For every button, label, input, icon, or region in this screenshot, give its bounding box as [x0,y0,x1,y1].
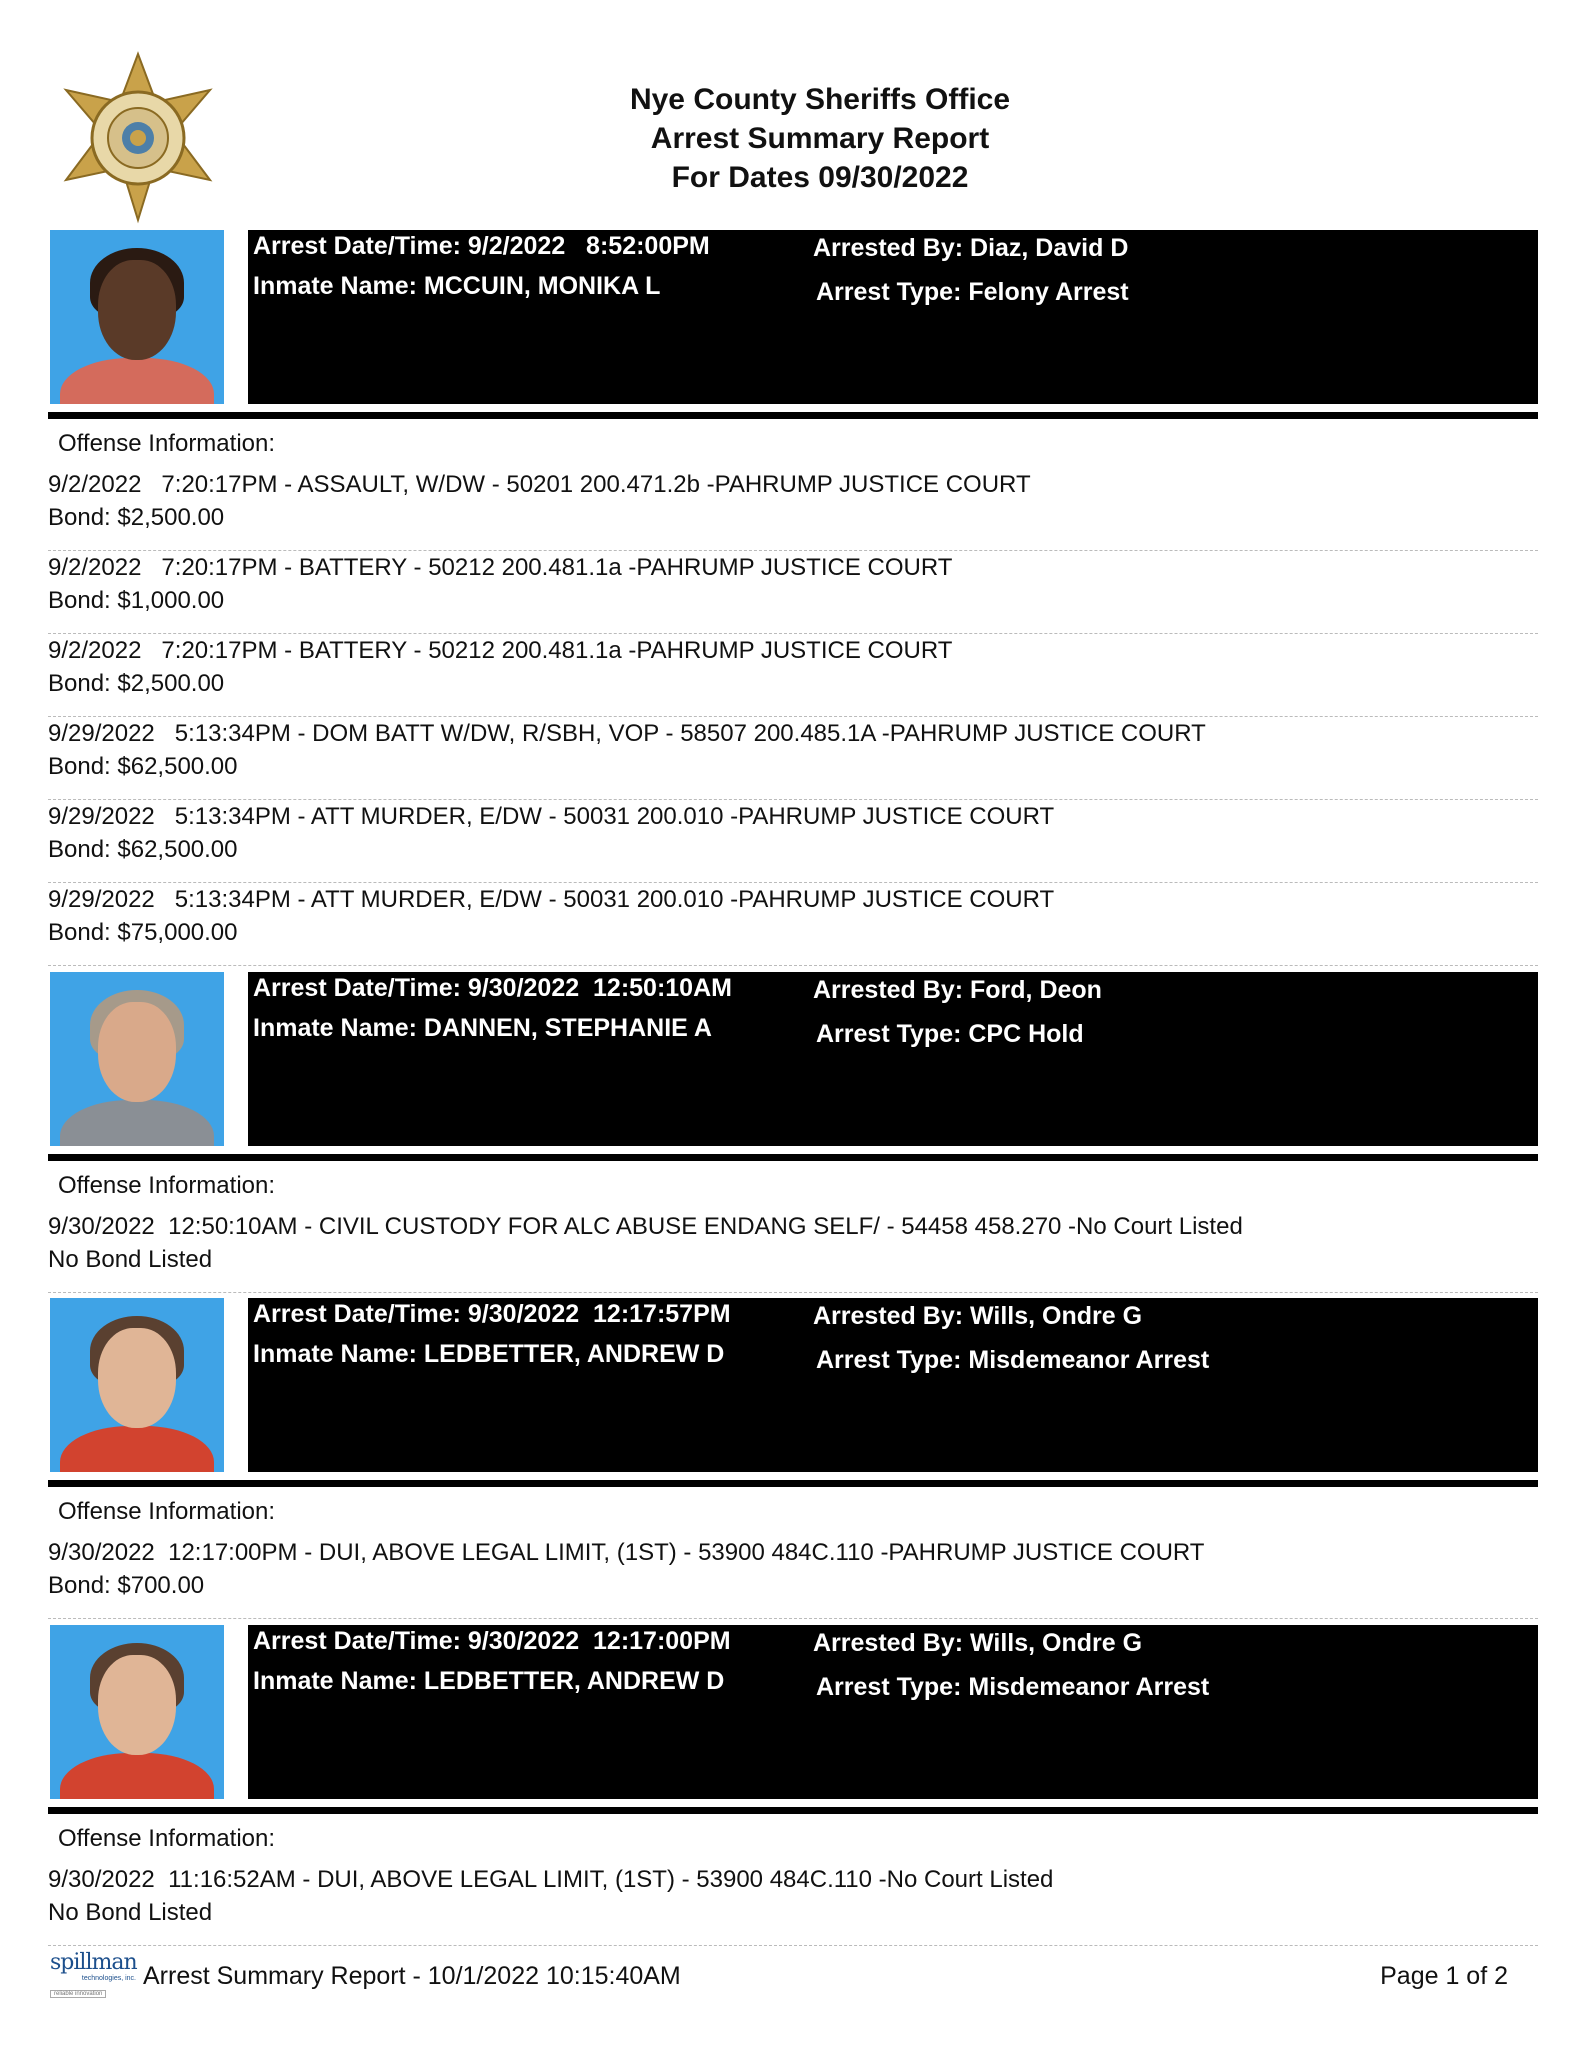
inmate-name-label: Inmate Name: [253,1340,417,1368]
photo-figure [98,1002,176,1102]
offense-line: 9/29/2022 5:13:34PM - ATT MURDER, E/DW - 50031 200.010 -PAHRUMP JUSTICE COURT [48,886,1055,913]
inmate-photo [50,230,224,404]
spillman-logo [50,1950,136,1996]
arrest-datetime: 9/30/2022 12:17:00PM [467,1627,731,1655]
arrest-datetime: 9/2/2022 8:52:00PM [467,232,710,260]
sheriff-badge-logo [50,50,226,226]
arrest-type-label: Arrest Type: [816,1673,962,1701]
inmate-photo [50,1625,224,1799]
inmate-name: LEDBETTER, ANDREW D [423,1667,725,1695]
photo-figure [60,358,214,404]
arrest-type: Felony Arrest [968,278,1129,306]
arrest-type-label: Arrest Type: [816,278,962,306]
logo-wordmark: spillman [50,1950,137,1975]
arrest-type: CPC Hold [968,1020,1084,1048]
arrested-by-label: Arrested By: [813,1629,964,1657]
offense-bond: Bond: $700.00 [48,1572,205,1599]
offense-bond: No Bond Listed [48,1246,213,1273]
inmate-photo [50,1298,224,1472]
arrested-by: Wills, Ondre G [970,1629,1143,1657]
photo-figure [60,1100,214,1146]
record-divider [48,1807,1538,1814]
arrest-datetime-label: Arrest Date/Time: [253,974,461,1002]
offense-bond: Bond: $62,500.00 [48,836,238,863]
record-divider [48,1480,1538,1487]
arrest-datetime-label: Arrest Date/Time: [253,1300,461,1328]
arrest-type: Misdemeanor Arrest [968,1673,1210,1701]
offense-info-header: Offense Information: [58,1498,276,1525]
page-footer [48,1950,1538,2000]
photo-figure [60,1426,214,1472]
offense-line: 9/30/2022 11:16:52AM - DUI, ABOVE LEGAL LIMIT, (1ST) - 53900 484C.110 -No Court Listed [48,1866,1054,1893]
inmate-name: LEDBETTER, ANDREW D [423,1340,725,1368]
offense-entry [48,1536,1538,1602]
offense-line: 9/2/2022 7:20:17PM - ASSAULT, W/DW - 50201 200.471.2b -PAHRUMP JUSTICE COURT [48,471,1031,498]
arrested-by: Diaz, David D [970,234,1129,262]
photo-figure [98,1655,176,1755]
logo-subtitle: technologies, inc. [81,1975,136,1982]
report-name: Arrest Summary Report [650,122,990,155]
arrest-info-box [248,230,1538,404]
offense-entry [48,717,1538,783]
arrest-info-box [248,1298,1538,1472]
inmate-photo [50,972,224,1146]
arrest-datetime: 9/30/2022 12:17:57PM [467,1300,731,1328]
logo-tagline: reliable innovation [50,1990,106,1998]
report-timestamp: Arrest Summary Report - 10/1/2022 10:15:40AM [143,1962,681,1990]
offense-divider [48,1292,1538,1293]
photo-figure [60,1753,214,1799]
arrested-by-label: Arrested By: [813,976,964,1004]
offense-bond: Bond: $2,500.00 [48,504,225,531]
offense-entry [48,800,1538,866]
arrest-datetime: 9/30/2022 12:50:10AM [467,974,732,1002]
arrested-by-label: Arrested By: [813,234,964,262]
offense-entry [48,1863,1538,1929]
offense-entry [48,468,1538,534]
offense-bond: No Bond Listed [48,1899,213,1926]
offense-info-header: Offense Information: [58,1825,276,1852]
arrest-info-box [248,1625,1538,1799]
inmate-name: DANNEN, STEPHANIE A [423,1014,712,1042]
offense-info-header: Offense Information: [58,430,276,457]
report-title [420,80,1220,197]
report-dates: For Dates 09/30/2022 [671,161,969,194]
offense-divider [48,965,1538,966]
arrest-type-label: Arrest Type: [816,1346,962,1374]
inmate-name: MCCUIN, MONIKA L [423,272,661,300]
offense-bond: Bond: $62,500.00 [48,753,238,780]
arrest-datetime-label: Arrest Date/Time: [253,232,461,260]
offense-line: 9/2/2022 7:20:17PM - BATTERY - 50212 200.481.1a -PAHRUMP JUSTICE COURT [48,554,953,581]
offense-bond: Bond: $1,000.00 [48,587,225,614]
offense-divider [48,1945,1538,1946]
offense-line: 9/2/2022 7:20:17PM - BATTERY - 50212 200.481.1a -PAHRUMP JUSTICE COURT [48,637,953,664]
arrest-type: Misdemeanor Arrest [968,1346,1210,1374]
inmate-name-label: Inmate Name: [253,1014,417,1042]
offense-entry [48,1210,1538,1276]
arrested-by: Wills, Ondre G [970,1302,1143,1330]
offense-line: 9/30/2022 12:17:00PM - DUI, ABOVE LEGAL LIMIT, (1ST) - 53900 484C.110 -PAHRUMP JUSTICE COURT [48,1539,1205,1566]
arrested-by: Ford, Deon [970,976,1102,1004]
offense-bond: Bond: $75,000.00 [48,919,238,946]
arrest-datetime-label: Arrest Date/Time: [253,1627,461,1655]
offense-info-header: Offense Information: [58,1172,276,1199]
agency-name: Nye County Sheriffs Office [629,83,1011,116]
offense-divider [48,1618,1538,1619]
inmate-name-label: Inmate Name: [253,272,417,300]
page-number: Page 1 of 2 [1380,1962,1508,1990]
offense-line: 9/29/2022 5:13:34PM - ATT MURDER, E/DW - 50031 200.010 -PAHRUMP JUSTICE COURT [48,803,1055,830]
offense-line: 9/30/2022 12:50:10AM - CIVIL CUSTODY FOR ALC ABUSE ENDANG SELF/ - 54458 458.270 -No Court Listed [48,1213,1243,1240]
photo-figure [98,1328,176,1428]
arrest-type-label: Arrest Type: [816,1020,962,1048]
inmate-name-label: Inmate Name: [253,1667,417,1695]
offense-entry [48,551,1538,617]
offense-entry [48,634,1538,700]
record-divider [48,412,1538,419]
offense-bond: Bond: $2,500.00 [48,670,225,697]
offense-entry [48,883,1538,949]
arrested-by-label: Arrested By: [813,1302,964,1330]
record-divider [48,1154,1538,1161]
offense-line: 9/29/2022 5:13:34PM - DOM BATT W/DW, R/SBH, VOP - 58507 200.485.1A -PAHRUMP JUSTICE COURT [48,720,1206,747]
photo-figure [98,260,176,360]
arrest-info-box [248,972,1538,1146]
